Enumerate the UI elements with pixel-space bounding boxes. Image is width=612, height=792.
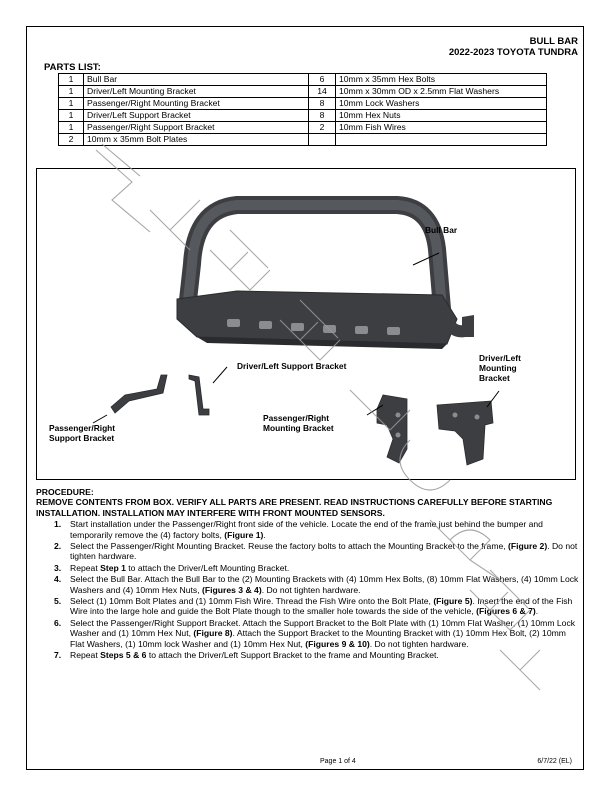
label-passenger-support: Passenger/Right Support Bracket <box>49 423 116 443</box>
passenger-support-bracket-drawing <box>111 375 167 413</box>
procedure-steps <box>36 519 582 660</box>
part-name: Bull Bar <box>84 74 309 86</box>
procedure-warning: REMOVE CONTENTS FROM BOX. VERIFY ALL PARTS ARE PRESENT. READ INSTRUCTIONS CAREFULLY BEFORE STARTING INSTALLATION. INSTALLATION MAY INTERFERE WITH FRONT MOUNTED SENSORS. <box>36 497 553 518</box>
hardware-name: 10mm x 35mm Hex Bolts <box>336 74 547 86</box>
vehicle-model: 2022-2023 TOYOTA TUNDRA <box>448 47 578 58</box>
parts-row <box>59 86 547 98</box>
hardware-qty: 6 <box>309 74 336 86</box>
hardware-name: 10mm Fish Wires <box>336 122 547 134</box>
step-reference: (Figures 6 & 7) <box>476 606 536 617</box>
step-text: . Insert the end of the Fish Wire into the large hole and guide the Bolt Plate though to the smaller hole towards the side of the vehicle, <box>70 596 573 617</box>
part-name: Passenger/Right Mounting Bracket <box>84 98 309 110</box>
hardware-name <box>336 134 547 146</box>
part-name: Passenger/Right Support Bracket <box>84 122 309 134</box>
part-qty: 1 <box>59 122 84 134</box>
part-qty: 1 <box>59 110 84 122</box>
step-text: Start installation under the Passenger/Right front side of the vehicle. Locate the end of the frame just behind the bumper and temporarily remove the (4) factory bolts, <box>70 519 543 540</box>
part-qty: 1 <box>59 98 84 110</box>
procedure-step <box>36 541 582 562</box>
procedure-step <box>36 519 582 540</box>
step-text: . Do not tighten hardware. <box>261 584 361 595</box>
step-number: 4. <box>54 574 62 585</box>
step-reference: Steps 5 & 6 <box>100 650 147 661</box>
label-passenger-mounting: Passenger/Right Mounting Bracket <box>263 413 334 433</box>
step-reference: (Figure 5) <box>433 596 473 607</box>
hardware-name: 10mm Hex Nuts <box>336 110 547 122</box>
document-title <box>449 36 578 58</box>
step-reference: Step 1 <box>100 562 126 573</box>
hardware-name: 10mm x 30mm OD x 2.5mm Flat Washers <box>336 86 547 98</box>
hardware-qty: 14 <box>309 86 336 98</box>
step-reference: (Figures 3 & 4) <box>201 584 262 595</box>
driver-mounting-bracket-drawing <box>437 401 493 465</box>
driver-support-leader <box>213 367 227 383</box>
parts-row <box>59 74 547 86</box>
step-number: 2. <box>54 541 62 552</box>
label-driver-support: Driver/Left Support Bracket <box>237 361 347 371</box>
driver-mounting-leader <box>487 391 499 407</box>
parts-figure <box>36 168 576 480</box>
step-text: Repeat <box>70 650 101 661</box>
product-name: BULL BAR <box>529 36 578 47</box>
passenger-mounting-bracket-drawing <box>377 395 407 463</box>
parts-row <box>59 98 547 110</box>
hardware-qty: 2 <box>309 122 336 134</box>
passenger-support-leader <box>93 415 107 423</box>
part-name: 10mm x 35mm Bolt Plates <box>84 134 309 146</box>
step-text: . <box>535 606 539 617</box>
procedure-step <box>36 618 582 649</box>
step-text: Select the Bull Bar. Attach the Bull Bar to the (2) Mounting Brackets with (4) 10mm Hex Bolts, (8) 10mm Flat Washers, (4) 10mm Lock Washers and (4) 10mm Hex Nuts, <box>70 574 579 595</box>
part-name: Driver/Left Support Bracket <box>84 110 309 122</box>
step-text: Select the Passenger/Right Mounting Bracket. Reuse the factory bolts to attach the Mounting Bracket to the frame, <box>70 541 509 552</box>
procedure-step <box>36 596 582 617</box>
step-number: 6. <box>54 617 62 628</box>
parts-list-heading: PARTS LIST: <box>44 62 101 73</box>
procedure-step <box>36 563 582 573</box>
part-qty: 2 <box>59 134 84 146</box>
part-qty: 1 <box>59 86 84 98</box>
procedure-section <box>36 487 582 662</box>
part-qty: 1 <box>59 74 84 86</box>
step-number: 1. <box>54 519 62 530</box>
step-text: to attach the Driver/Left Support Bracket to the frame and Mounting Bracket. <box>146 650 439 661</box>
step-number: 7. <box>54 650 62 661</box>
hardware-qty <box>309 134 336 146</box>
label-driver-mounting: Driver/Left Mounting Bracket <box>479 353 521 383</box>
step-reference: (Figure 8) <box>193 628 233 639</box>
label-bull-bar: Bull Bar <box>425 225 458 235</box>
step-text: Repeat <box>70 562 101 573</box>
step-reference: (Figures 9 & 10) <box>305 638 370 649</box>
parts-table <box>58 73 547 146</box>
parts-row <box>59 122 547 134</box>
hardware-name: 10mm Lock Washers <box>336 98 547 110</box>
step-text: . <box>263 529 266 540</box>
procedure-heading: PROCEDURE: <box>36 487 94 497</box>
step-number: 3. <box>54 562 62 573</box>
step-number: 5. <box>54 596 62 607</box>
step-reference: (Figure 1) <box>224 529 264 540</box>
hardware-qty: 8 <box>309 98 336 110</box>
step-text: Select the Passenger/Right Support Bracket. Attach the Support Bracket to the Bolt Plate with (1) 10mm Flat Washer, (1) 10mm Lock Washer and (1) 10mm Hex Nut, <box>70 617 576 639</box>
hardware-qty: 8 <box>309 110 336 122</box>
parts-row <box>59 134 547 146</box>
step-text: to attach the Driver/Left Mounting Bracket. <box>125 562 290 573</box>
driver-support-bracket-drawing <box>189 375 209 415</box>
step-text: . Attach the Support Bracket to the Mounting Bracket with (1) 10mm Hex Bolt, (2) 10mm Flat Washers, (1) 10mm lock Washer and (1) 10mm Hex Nut, <box>70 628 566 649</box>
procedure-step <box>36 574 582 595</box>
step-text: . Do not tighten hardware. <box>369 638 469 649</box>
procedure-step <box>36 650 582 660</box>
part-name: Driver/Left Mounting Bracket <box>84 86 309 98</box>
page-number: Page 1 of 4 <box>320 758 356 765</box>
revision-date: 6/7/22 (EL) <box>537 758 572 765</box>
step-reference: (Figure 2) <box>508 541 548 552</box>
step-text: . Do not tighten hardware. <box>70 541 578 562</box>
step-text: Select (1) 10mm Bolt Plates and (1) 10mm Fish Wire. Thread the Fish Wire onto the Bolt Plate, <box>70 596 434 607</box>
parts-row <box>59 110 547 122</box>
